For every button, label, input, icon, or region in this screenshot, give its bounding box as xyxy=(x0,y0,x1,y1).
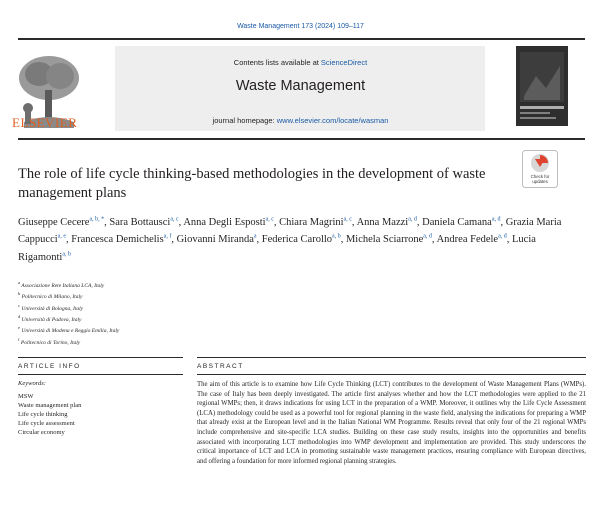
author-separator: , xyxy=(65,234,69,245)
author-separator: , xyxy=(256,234,260,245)
author-affiliation-marks[interactable]: a, c xyxy=(265,216,274,222)
author-affiliation-marks[interactable]: a, d xyxy=(408,216,417,222)
check-updates-line2: updates xyxy=(532,179,548,184)
author-affiliation-marks[interactable]: a, b xyxy=(62,251,72,257)
author[interactable] xyxy=(262,234,344,245)
journal-title: Waste Management xyxy=(235,78,366,94)
homepage-link[interactable]: www.elsevier.com/locate/wasman xyxy=(276,116,389,125)
author[interactable] xyxy=(109,217,181,228)
affiliation-item xyxy=(18,336,318,347)
author-separator: , xyxy=(416,216,420,228)
author-affiliation-marks[interactable]: a, f xyxy=(163,233,172,240)
author-name[interactable]: Grazia Maria Cappucci xyxy=(18,216,562,245)
keyword-item: MSW xyxy=(18,393,34,400)
check-for-updates-badge[interactable] xyxy=(522,150,558,188)
contents-prefix: Contents lists available at xyxy=(233,58,321,67)
author-name[interactable]: Anna Mazzi xyxy=(356,216,409,228)
homepage-prefix: journal homepage: xyxy=(212,116,277,125)
abstract-divider-bottom xyxy=(197,374,586,375)
author-name[interactable]: Chiara Magrini xyxy=(279,216,344,228)
affiliation-text: Università di Padova, Italy xyxy=(20,316,82,323)
author-separator: , xyxy=(351,216,355,228)
keywords-label: Keywords: xyxy=(18,380,46,387)
abstract-divider-top xyxy=(197,357,586,358)
abstract-heading: ABSTRACT xyxy=(197,363,244,370)
author[interactable] xyxy=(422,217,503,228)
affiliation-text: Associazione Rete Italiana LCA, Italy xyxy=(20,282,105,289)
affiliation-item xyxy=(18,324,318,335)
keyword-item: Waste management plan xyxy=(18,402,82,409)
header-bottom-rule xyxy=(18,138,585,140)
info-divider-top xyxy=(18,357,183,358)
affiliation-list xyxy=(18,279,318,347)
author[interactable] xyxy=(177,234,260,245)
affiliation-text: Politecnico di Torino, Italy xyxy=(19,339,81,346)
affiliation-key: b xyxy=(18,291,21,297)
journal-cover-image xyxy=(516,46,568,126)
author-separator: , xyxy=(273,216,277,228)
author[interactable] xyxy=(71,234,174,245)
author-affiliation-marks[interactable]: a, c xyxy=(343,216,352,222)
author[interactable] xyxy=(18,217,107,228)
affiliation-item xyxy=(18,279,318,290)
author-separator: , xyxy=(178,216,182,228)
author-name[interactable]: Daniela Camana xyxy=(422,216,492,228)
top-rule xyxy=(18,38,585,40)
author-affiliation-marks[interactable]: a, b xyxy=(332,233,341,240)
keyword-item: Circular economy xyxy=(18,429,65,436)
author-separator: , xyxy=(104,216,107,228)
author-affiliation-marks[interactable]: a, d xyxy=(498,233,507,240)
author-name[interactable]: Francesca Demichelis xyxy=(71,234,164,245)
author-name[interactable]: Giuseppe Cecere xyxy=(18,216,90,228)
contents-line xyxy=(0,58,601,67)
keyword-item: Life cycle thinking xyxy=(18,411,68,418)
author-separator: , xyxy=(171,234,174,245)
author-name[interactable]: Sara Bottausci xyxy=(109,216,171,228)
affiliation-key: e xyxy=(18,325,20,331)
abstract-body: The aim of this article is to examine how Life Cycle Thinking (LCT) contributes to the development of Waste Management Plans (WMPs). The case of Italy has been deeply investigated. The article first analyses whether and how the LCT methodologies were applied to the 21 regional WMPs; then, it draws indications for using LCT in the preparation of a WMP. Moreover, it outlines why the Life Cycle Assessment (LCA) methodology could be used as a powerful tool for regional planning in the waste field, analysing the indications for preparing a WMP that already exist at the European level and in the Italian National WM Programme. Results reveal that only four of the 21 regional WMPs include comprehensive and site-specific LCA studies. Building on these case study results, insights into the opportunities and benefits associated with incorporating LCT methodologies into WMP development and implementation are provided. This study underscores the critical importance of LCT and LCA in promoting sustainable waste management practices, ensuring compliance with European directives, and offering a foundation for more informed regional planning strategies. xyxy=(197,381,586,465)
affiliation-text: Università di Modena e Reggio Emilia, Italy xyxy=(20,328,120,335)
article-info-heading: ARTICLE INFO xyxy=(18,363,81,370)
author-affiliation-marks[interactable]: a, e xyxy=(57,233,66,240)
author-affiliation-marks[interactable]: a, b, * xyxy=(89,216,105,222)
author[interactable] xyxy=(183,217,276,228)
article-title: The role of life cycle thinking-based methodologies in the development of waste management plans xyxy=(18,166,486,201)
author-affiliation-marks[interactable]: a, d xyxy=(491,216,501,222)
sciencedirect-link[interactable]: ScienceDirect xyxy=(320,58,368,67)
affiliation-text: Politecnico di Milano, Italy xyxy=(20,294,83,301)
author[interactable] xyxy=(437,234,510,245)
author-list xyxy=(18,212,578,265)
author-separator: , xyxy=(340,234,344,245)
affiliation-item xyxy=(18,290,318,301)
affiliation-key: c xyxy=(18,302,20,308)
journal-reference[interactable]: Waste Management 173 (2024) 109–117 xyxy=(237,23,364,30)
author-name[interactable]: Anna Degli Esposti xyxy=(183,216,266,228)
author-affiliation-marks[interactable]: a, d xyxy=(423,233,432,240)
author-name[interactable]: Michela Sciarrone xyxy=(345,234,424,245)
affiliation-key: f xyxy=(18,336,20,342)
affiliation-item xyxy=(18,302,318,313)
affiliation-item xyxy=(18,313,318,324)
elsevier-wordmark: ELSEVIER xyxy=(12,115,78,130)
author-separator: , xyxy=(506,234,510,245)
author-affiliation-marks[interactable]: a, c xyxy=(170,216,179,222)
author[interactable] xyxy=(279,217,354,228)
affiliation-text: Università di Bologna, Italy xyxy=(20,305,84,312)
author-separator: , xyxy=(500,216,504,228)
author[interactable] xyxy=(346,234,435,245)
keyword-item: Life cycle assessment xyxy=(18,420,75,427)
author-name[interactable]: Andrea Fedele xyxy=(436,234,499,245)
affiliation-key: a xyxy=(18,280,20,285)
author[interactable] xyxy=(357,217,420,228)
author-name[interactable]: Federica Carollo xyxy=(261,234,333,245)
author-name[interactable]: Lucia Rigamonti xyxy=(18,234,536,263)
check-updates-line1: Check for xyxy=(530,174,550,179)
affiliation-key: d xyxy=(18,313,21,319)
info-divider-bottom xyxy=(18,374,183,375)
author-affiliation-marks[interactable]: a xyxy=(253,233,257,240)
author-name[interactable]: Giovanni Miranda xyxy=(176,234,254,245)
author-separator: , xyxy=(431,234,435,245)
